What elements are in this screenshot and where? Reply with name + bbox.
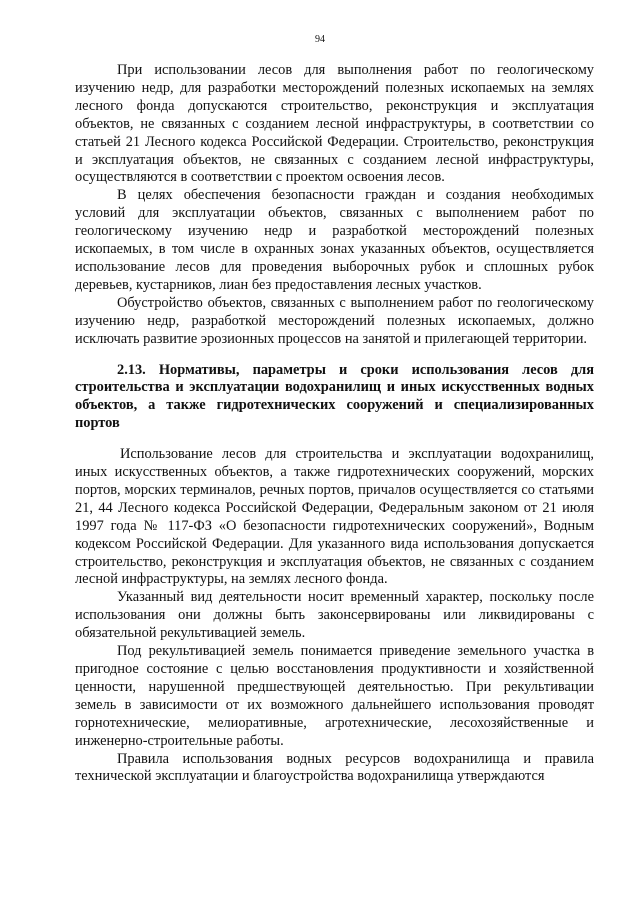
paragraph-water-rules: Правила использования водных ресурсов водохранилища и правила технической эксплуатации и благоустройства водохранилища утверждаются (75, 750, 594, 785)
paragraph-reservoir-use: Использование лесов для строительства и эксплуатации водохранилищ, иных искусственных объектов, а также гидротехнических сооружений, морских портов, морских терминалов, речных портов, причалов осуществляется со статьями 21, 44 Лесного кодекса Российской Федерации, Федеральным законом от 21 июля 1997 года № 117-ФЗ «О безопасности гидротехнических сооружений», Водным кодексом Российской Федерации. Для указанного вида использования допускается строительство, реконструкция и эксплуатация объектов, не связанных с созданием лесной инфраструктуры, на землях лесного фонда. (75, 446, 594, 588)
document-body (75, 62, 594, 786)
paragraph-temporary-nature: Указанный вид деятельности носит временный характер, поскольку после использования они должны быть законсервированы или ликвидированы с обязательной рекультивацией земель. (75, 589, 594, 642)
paragraph-recultivation: Под рекультивацией земель понимается приведение земельного участка в пригодное состояние с целью восстановления продуктивности и хозяйственной ценности, нарушенной предшествующей деятельностью. При рекультивации земель в зависимости от их возможного дальнейшего использования проводят горнотехнические, мелиоративные, агротехнические, лесохозяйственные и инженерно-строительные работы. (75, 643, 594, 749)
paragraph-erosion-prevention: Обустройство объектов, связанных с выполнением работ по геологическому изучению недр, разработкой месторождений полезных ископаемых, должно исключать развитие эрозионных процессов на занятой и прилегающей территории. (75, 294, 594, 347)
page-number: 94 (315, 34, 325, 45)
paragraph-safety-logging: В целях обеспечения безопасности граждан и создания необходимых условий для эксплуатации объектов, связанных с выполнением работ по геологическому изучению недр и разработкой месторождений полезных ископаемых, в том числе в охранных зонах указанных объектов, осуществляется использование лесов для проведения выборочных рубок и сплошных рубок деревьев, кустарников, лиан без предоставления лесных участков. (75, 187, 594, 293)
paragraph-geology-construction: При использовании лесов для выполнения работ по геологическому изучению недр, для разработки месторождений полезных ископаемых на землях лесного фонда допускаются строительство, реконструкция и эксплуатация объектов, не связанных с созданием лесной инфраструктуры, в соответствии со статьей 21 Лесного кодекса Российской Федерации. Строительство, реконструкция и эксплуатация объектов, не связанных с созданием лесной инфраструктуры, осуществляются в соответствии с проектом освоения лесов. (75, 62, 594, 186)
section-heading: 2.13. Нормативы, параметры и сроки использования лесов для строительства и эксплуатации водохранилищ и иных искусственных водных объектов, а также гидротехнических сооружений и специализированных портов (75, 361, 594, 432)
